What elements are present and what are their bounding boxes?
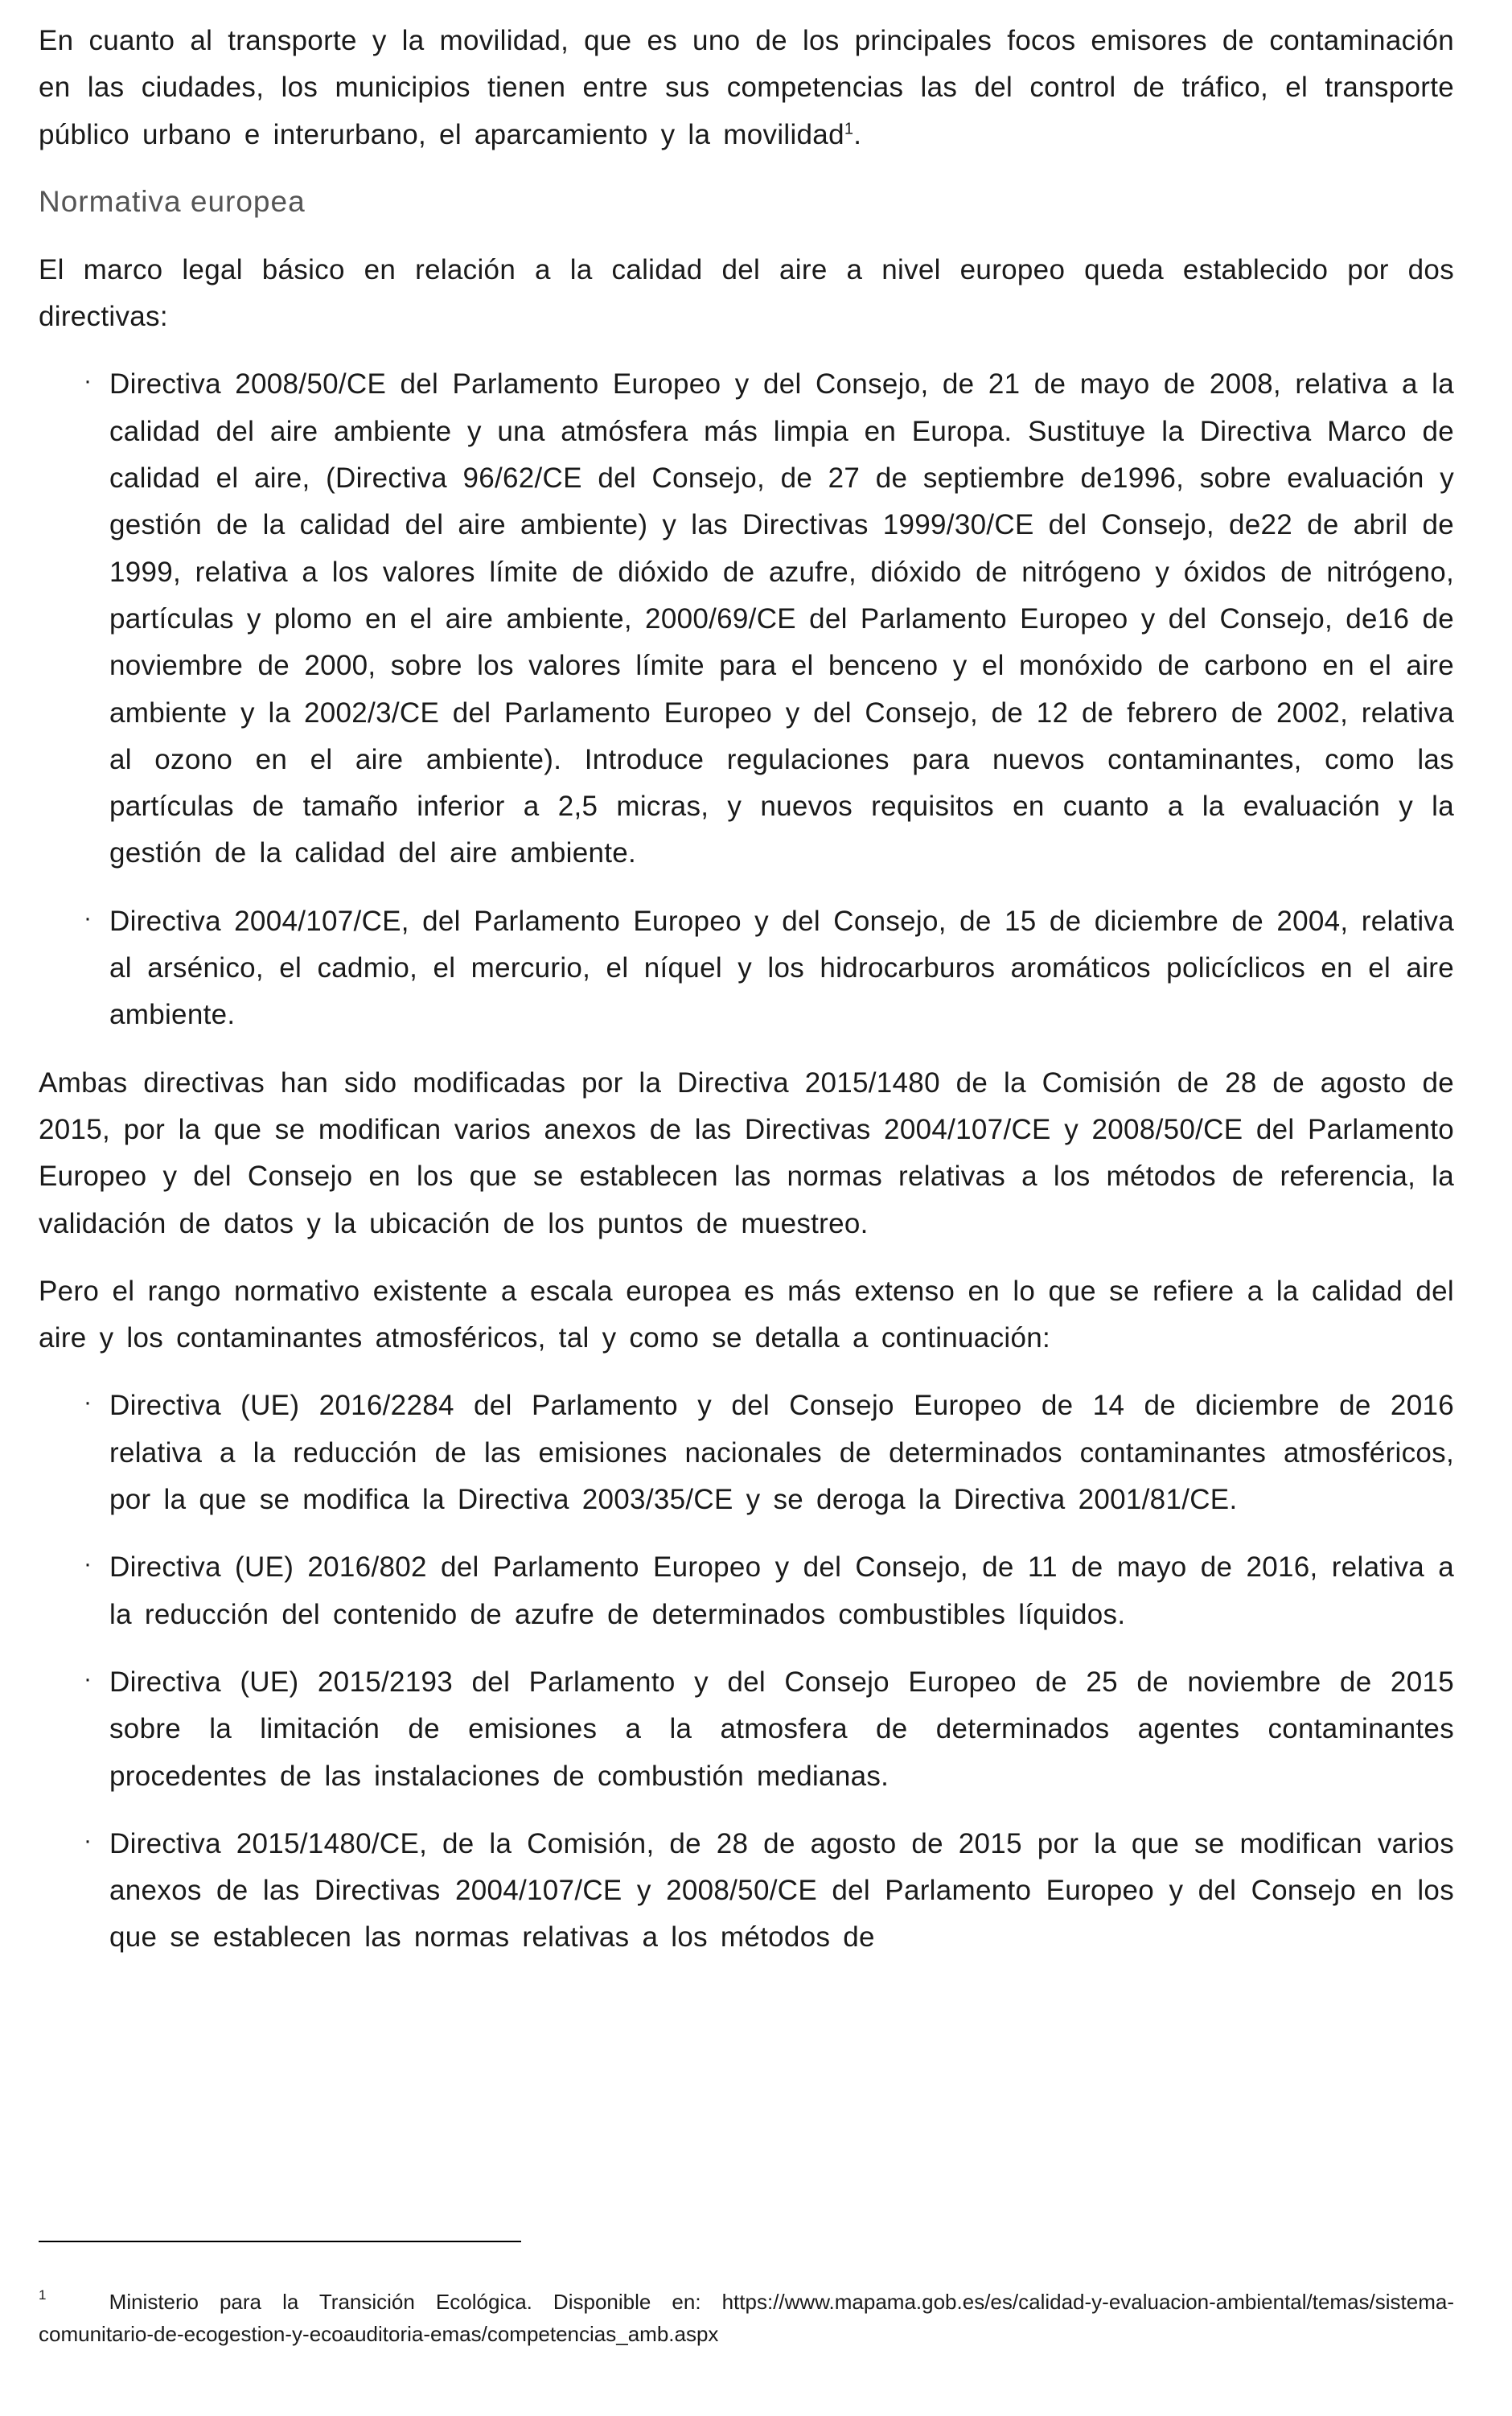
footnote-text[interactable]: Ministerio para la Transición Ecológica. Disponible en: https://www.mapama.gob.es/es/calidad-y-evaluacion-ambiental/temas/sistema-comunitario-de-ecogestion-y-ecoauditoria-emas/competencias_amb.aspx bbox=[39, 2290, 1455, 2346]
bullet-icon: · bbox=[84, 904, 92, 931]
list-item-text: Directiva (UE) 2016/2284 del Parlamento y del Consejo Europeo de 14 de diciembre de 2016 relativa a la reducción de las emisiones nacionales de determinados contaminantes atmosféricos, por la que se modifica la Directiva 2003/35/CE y se deroga la Directiva 2001/81/CE. bbox=[109, 1390, 1454, 1516]
intro-text: En cuanto al transporte y la movilidad, que es uno de los principales focos emisores de contaminación en las ciudades, los municipios tienen entre sus competencias las del control de tráfico, el transporte público urbano e interurbano, el aparcamiento y la movilidad bbox=[39, 25, 1454, 150]
bullet-icon: · bbox=[84, 1389, 92, 1416]
bullet-icon: · bbox=[84, 1826, 92, 1854]
section-heading: Normativa europea bbox=[39, 184, 306, 218]
document-body bbox=[39, 18, 1454, 1962]
list-item-text: Directiva (UE) 2016/802 del Parlamento Europeo y del Consejo, de 11 de mayo de 2016, relativa a la reducción del contenido de azufre de determinados combustibles líquidos. bbox=[109, 1551, 1454, 1630]
pero-paragraph: Pero el rango normativo existente a escala europea es más extenso en lo que se refiere a la calidad del aire y los contaminantes atmosféricos, tal y como se detalla a continuación: bbox=[39, 1275, 1454, 1354]
directives-list-extended bbox=[39, 1383, 1454, 1961]
list-item bbox=[39, 361, 1454, 877]
list-item bbox=[39, 1383, 1454, 1523]
intro-period: . bbox=[853, 118, 862, 150]
bullet-icon: · bbox=[84, 1551, 92, 1578]
list-item bbox=[39, 1821, 1454, 1962]
intro-paragraph bbox=[39, 18, 1454, 158]
bullet-icon: · bbox=[84, 1665, 92, 1692]
footnote-reference[interactable]: 1 bbox=[844, 119, 854, 138]
marco-paragraph: El marco legal básico en relación a la calidad del aire a nivel europeo queda establecido por dos directivas: bbox=[39, 253, 1454, 333]
footnote-marker: 1 bbox=[39, 2287, 47, 2303]
list-item bbox=[39, 898, 1454, 1039]
footnote-separator bbox=[39, 2241, 521, 2242]
list-item-text: Directiva 2004/107/CE, del Parlamento Europeo y del Consejo, de 15 de diciembre de 2004, relativa al arsénico, el cadmio, el mercurio, el níquel y los hidrocarburos aromáticos policíclicos en el aire ambiente. bbox=[109, 905, 1454, 1031]
list-item bbox=[39, 1544, 1454, 1638]
footnote bbox=[39, 2286, 1454, 2350]
ambas-paragraph: Ambas directivas han sido modificadas por la Directiva 2015/1480 de la Comisión de 28 de agosto de 2015, por la que se modifican varios anexos de las Directivas 2004/107/CE y 2008/50/CE del Parlamento Europeo y del Consejo en los que se establecen las normas relativas a los métodos de referencia, la validación de datos y la ubicación de los puntos de muestreo. bbox=[39, 1066, 1454, 1239]
list-item-text: Directiva (UE) 2015/2193 del Parlamento y del Consejo Europeo de 25 de noviembre de 2015 sobre la limitación de emisiones a la atmosfera de determinados agentes contaminantes procedentes de las instalaciones de combustión medianas. bbox=[109, 1666, 1454, 1792]
list-item bbox=[39, 1659, 1454, 1800]
directives-list-basic bbox=[39, 361, 1454, 1038]
list-item-text: Directiva 2015/1480/CE, de la Comisión, de 28 de agosto de 2015 por la que se modifican varios anexos de las Directivas 2004/107/CE y 2008/50/CE del Parlamento Europeo y del Consejo en los que se establecen las normas relativas a los métodos de bbox=[109, 1827, 1454, 1954]
list-item-text: Directiva 2008/50/CE del Parlamento Europeo y del Consejo, de 21 de mayo de 2008, relativa a la calidad del aire ambiente y una atmósfera más limpia en Europa. Sustituye la Directiva Marco de calidad el aire, (Directiva 96/62/CE del Consejo, de 27 de septiembre de1996, sobre evaluación y gestión de la calidad del aire ambiente) y las Directivas 1999/30/CE del Consejo, de22 de abril de 1999, relativa a los valores límite de dióxido de azufre, dióxido de nitrógeno y óxidos de nitrógeno, partículas y plomo en el aire ambiente, 2000/69/CE del Parlamento Europeo y del Consejo, de16 de noviembre de 2000, sobre los valores límite para el benceno y el monóxido de carbono en el aire ambiente y la 2002/3/CE del Parlamento Europeo y del Consejo, de 12 de febrero de 2002, relativa al ozono en el aire ambiente). Introduce regulaciones para nuevos contaminantes, como las partículas de tamaño inferior a 2,5 micras, y nuevos requisitos en cuanto a la evaluación y la gestión de la calidad del aire ambiente. bbox=[109, 368, 1454, 869]
bullet-icon: · bbox=[84, 368, 92, 395]
